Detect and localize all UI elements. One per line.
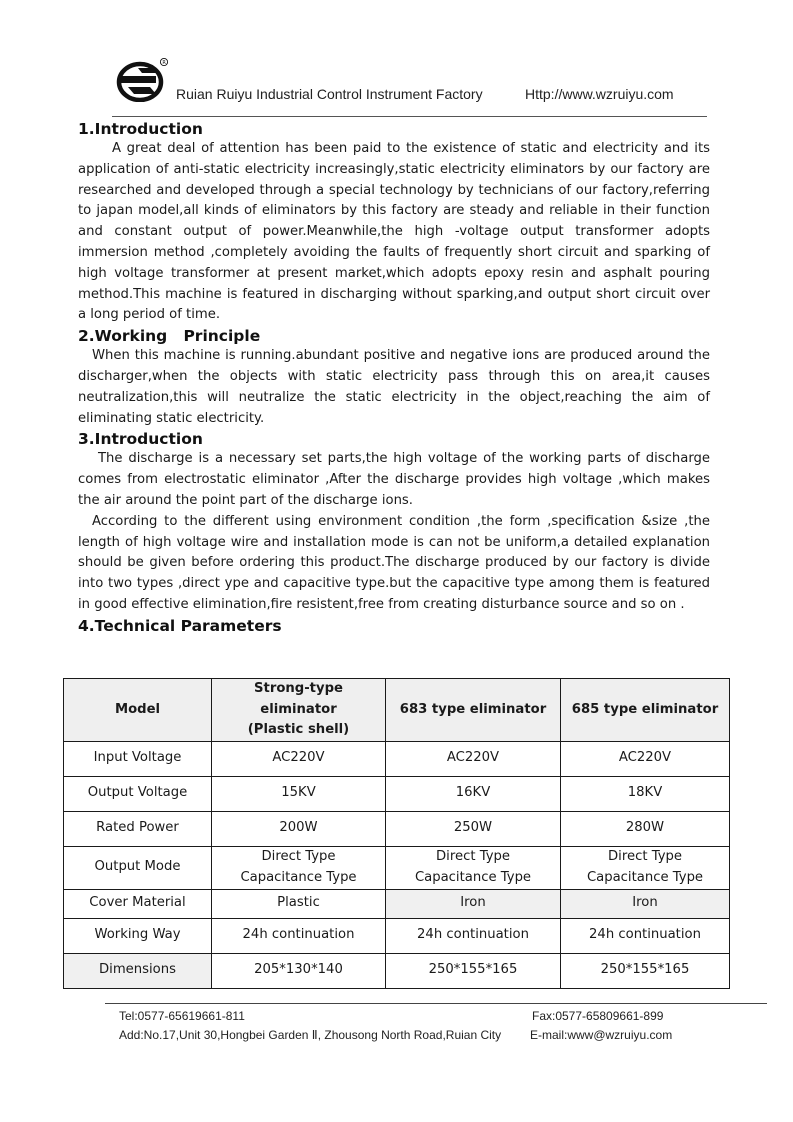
section-4-heading: 4.Technical Parameters — [78, 616, 282, 635]
table-cell: 205*130*140 — [212, 953, 386, 988]
section-3-paragraph-1: The discharge is a necessary set parts,the high voltage of the working parts of discharge comes from electrostatic eliminator ,After the discharge provides high voltage ,which makes the air around the point part of the discharge ions. — [78, 451, 710, 508]
row-label: Working Way — [64, 918, 212, 953]
main-content — [78, 119, 710, 636]
section-2-paragraph: When this machine is running.abundant positive and negative ions are produced around the discharger,when the objects with static electricity pass through this on area,it causes neutralization,this will neutralize the static electricity in the object,reaching the aim of eliminating static electricity. — [78, 348, 710, 426]
table-row — [64, 889, 730, 918]
table-row — [64, 741, 730, 776]
table-header-row — [64, 679, 730, 742]
table-cell: Plastic — [212, 889, 386, 918]
table-cell: 24h continuation — [212, 918, 386, 953]
footer-address: Add:No.17,Unit 30,Hongbei Garden Ⅱ, Zhousong North Road,Ruian City — [119, 1028, 502, 1042]
header-683-type: 683 type eliminator — [386, 679, 561, 742]
table-cell: Iron — [561, 889, 730, 918]
cell-line: Direct Type — [608, 849, 682, 864]
section-1-paragraph: A great deal of attention has been paid to the existence of static and electricity and its application of anti-static electricity increasingly,static electricity eliminators by our factory are researched and developed through a special technology by technicians of our factory,referring to japan model,all kinds of eliminators by this factory are steady and reliable in their function and constant output of power.Meanwhile,the high -voltage output transformer adopts immersion method ,completely avoiding the faults of frequently short circuit and sparking of high voltage transformer at present market,which adopts epoxy resin and asphalt pouring method.This machine is featured in discharging without sparking,and output short circuit over a long period of time. — [78, 141, 710, 323]
header-divider — [112, 116, 707, 117]
table-cell: 15KV — [212, 776, 386, 811]
table-row — [64, 953, 730, 988]
table-cell: 250*155*165 — [561, 953, 730, 988]
section-2-heading: 2.Working Principle — [78, 327, 261, 346]
header-company-name: Ruian Ruiyu Industrial Control Instrument Factory — [176, 86, 483, 102]
technical-parameters-table — [63, 678, 730, 989]
table-row — [64, 776, 730, 811]
header-strong-type-line1: Strong-type eliminator — [254, 681, 343, 717]
row-label: Output Mode — [64, 846, 212, 889]
header-website[interactable]: Http://www.wzruiyu.com — [525, 86, 674, 102]
table-cell: Iron — [386, 889, 561, 918]
header-strong-type-line2: (Plastic shell) — [247, 722, 350, 737]
table-cell: 200W — [212, 811, 386, 846]
table-cell: 24h continuation — [561, 918, 730, 953]
table-cell: 24h continuation — [386, 918, 561, 953]
cell-line: Direct Type — [436, 849, 510, 864]
header-model: Model — [64, 679, 212, 742]
table-cell: 250*155*165 — [386, 953, 561, 988]
table-cell: AC220V — [561, 741, 730, 776]
cell-line: Capacitance Type — [586, 869, 704, 885]
row-label: Input Voltage — [64, 741, 212, 776]
table-cell — [386, 846, 561, 889]
table-row — [64, 918, 730, 953]
table-cell: 18KV — [561, 776, 730, 811]
table-cell: 280W — [561, 811, 730, 846]
cell-line: Capacitance Type — [414, 869, 532, 885]
header-strong-type — [212, 679, 386, 742]
table-cell — [212, 846, 386, 889]
row-label: Output Voltage — [64, 776, 212, 811]
cell-line: Direct Type — [261, 849, 336, 864]
footer-divider — [105, 1003, 767, 1004]
svg-text:R: R — [162, 60, 166, 67]
table-cell: AC220V — [386, 741, 561, 776]
row-label: Dimensions — [64, 953, 212, 988]
section-3-paragraph-2: According to the different using environment condition ,the form ,specification &size ,the length of high voltage wire and installation mode is can not be uniform,a detailed explanation should be given before ordering this product.The discharge produced by our factory is divide into two types ,direct ype and capacitive type.but the capacitive type among them is featured in good effective elimination,fire resistent,free from creating disturbance source and so on . — [78, 513, 710, 612]
table-row — [64, 811, 730, 846]
footer-email[interactable]: E-mail:www@wzruiyu.com — [530, 1028, 673, 1042]
section-1-heading: 1.Introduction — [78, 120, 203, 138]
table-cell — [561, 846, 730, 889]
cell-line: Capacitance Type — [240, 869, 357, 885]
table-cell: 250W — [386, 811, 561, 846]
section-3-heading: 3.Introduction — [78, 430, 203, 449]
footer-telephone: Tel:0577-65619661-811 — [119, 1009, 245, 1023]
table-cell: 16KV — [386, 776, 561, 811]
row-label: Cover Material — [64, 889, 212, 918]
table-row — [64, 846, 730, 889]
row-label: Rated Power — [64, 811, 212, 846]
company-logo-icon — [116, 56, 172, 102]
table-cell: AC220V — [212, 741, 386, 776]
header-685-type: 685 type eliminator — [561, 679, 730, 742]
footer-fax: Fax:0577-65809661-899 — [532, 1009, 664, 1023]
